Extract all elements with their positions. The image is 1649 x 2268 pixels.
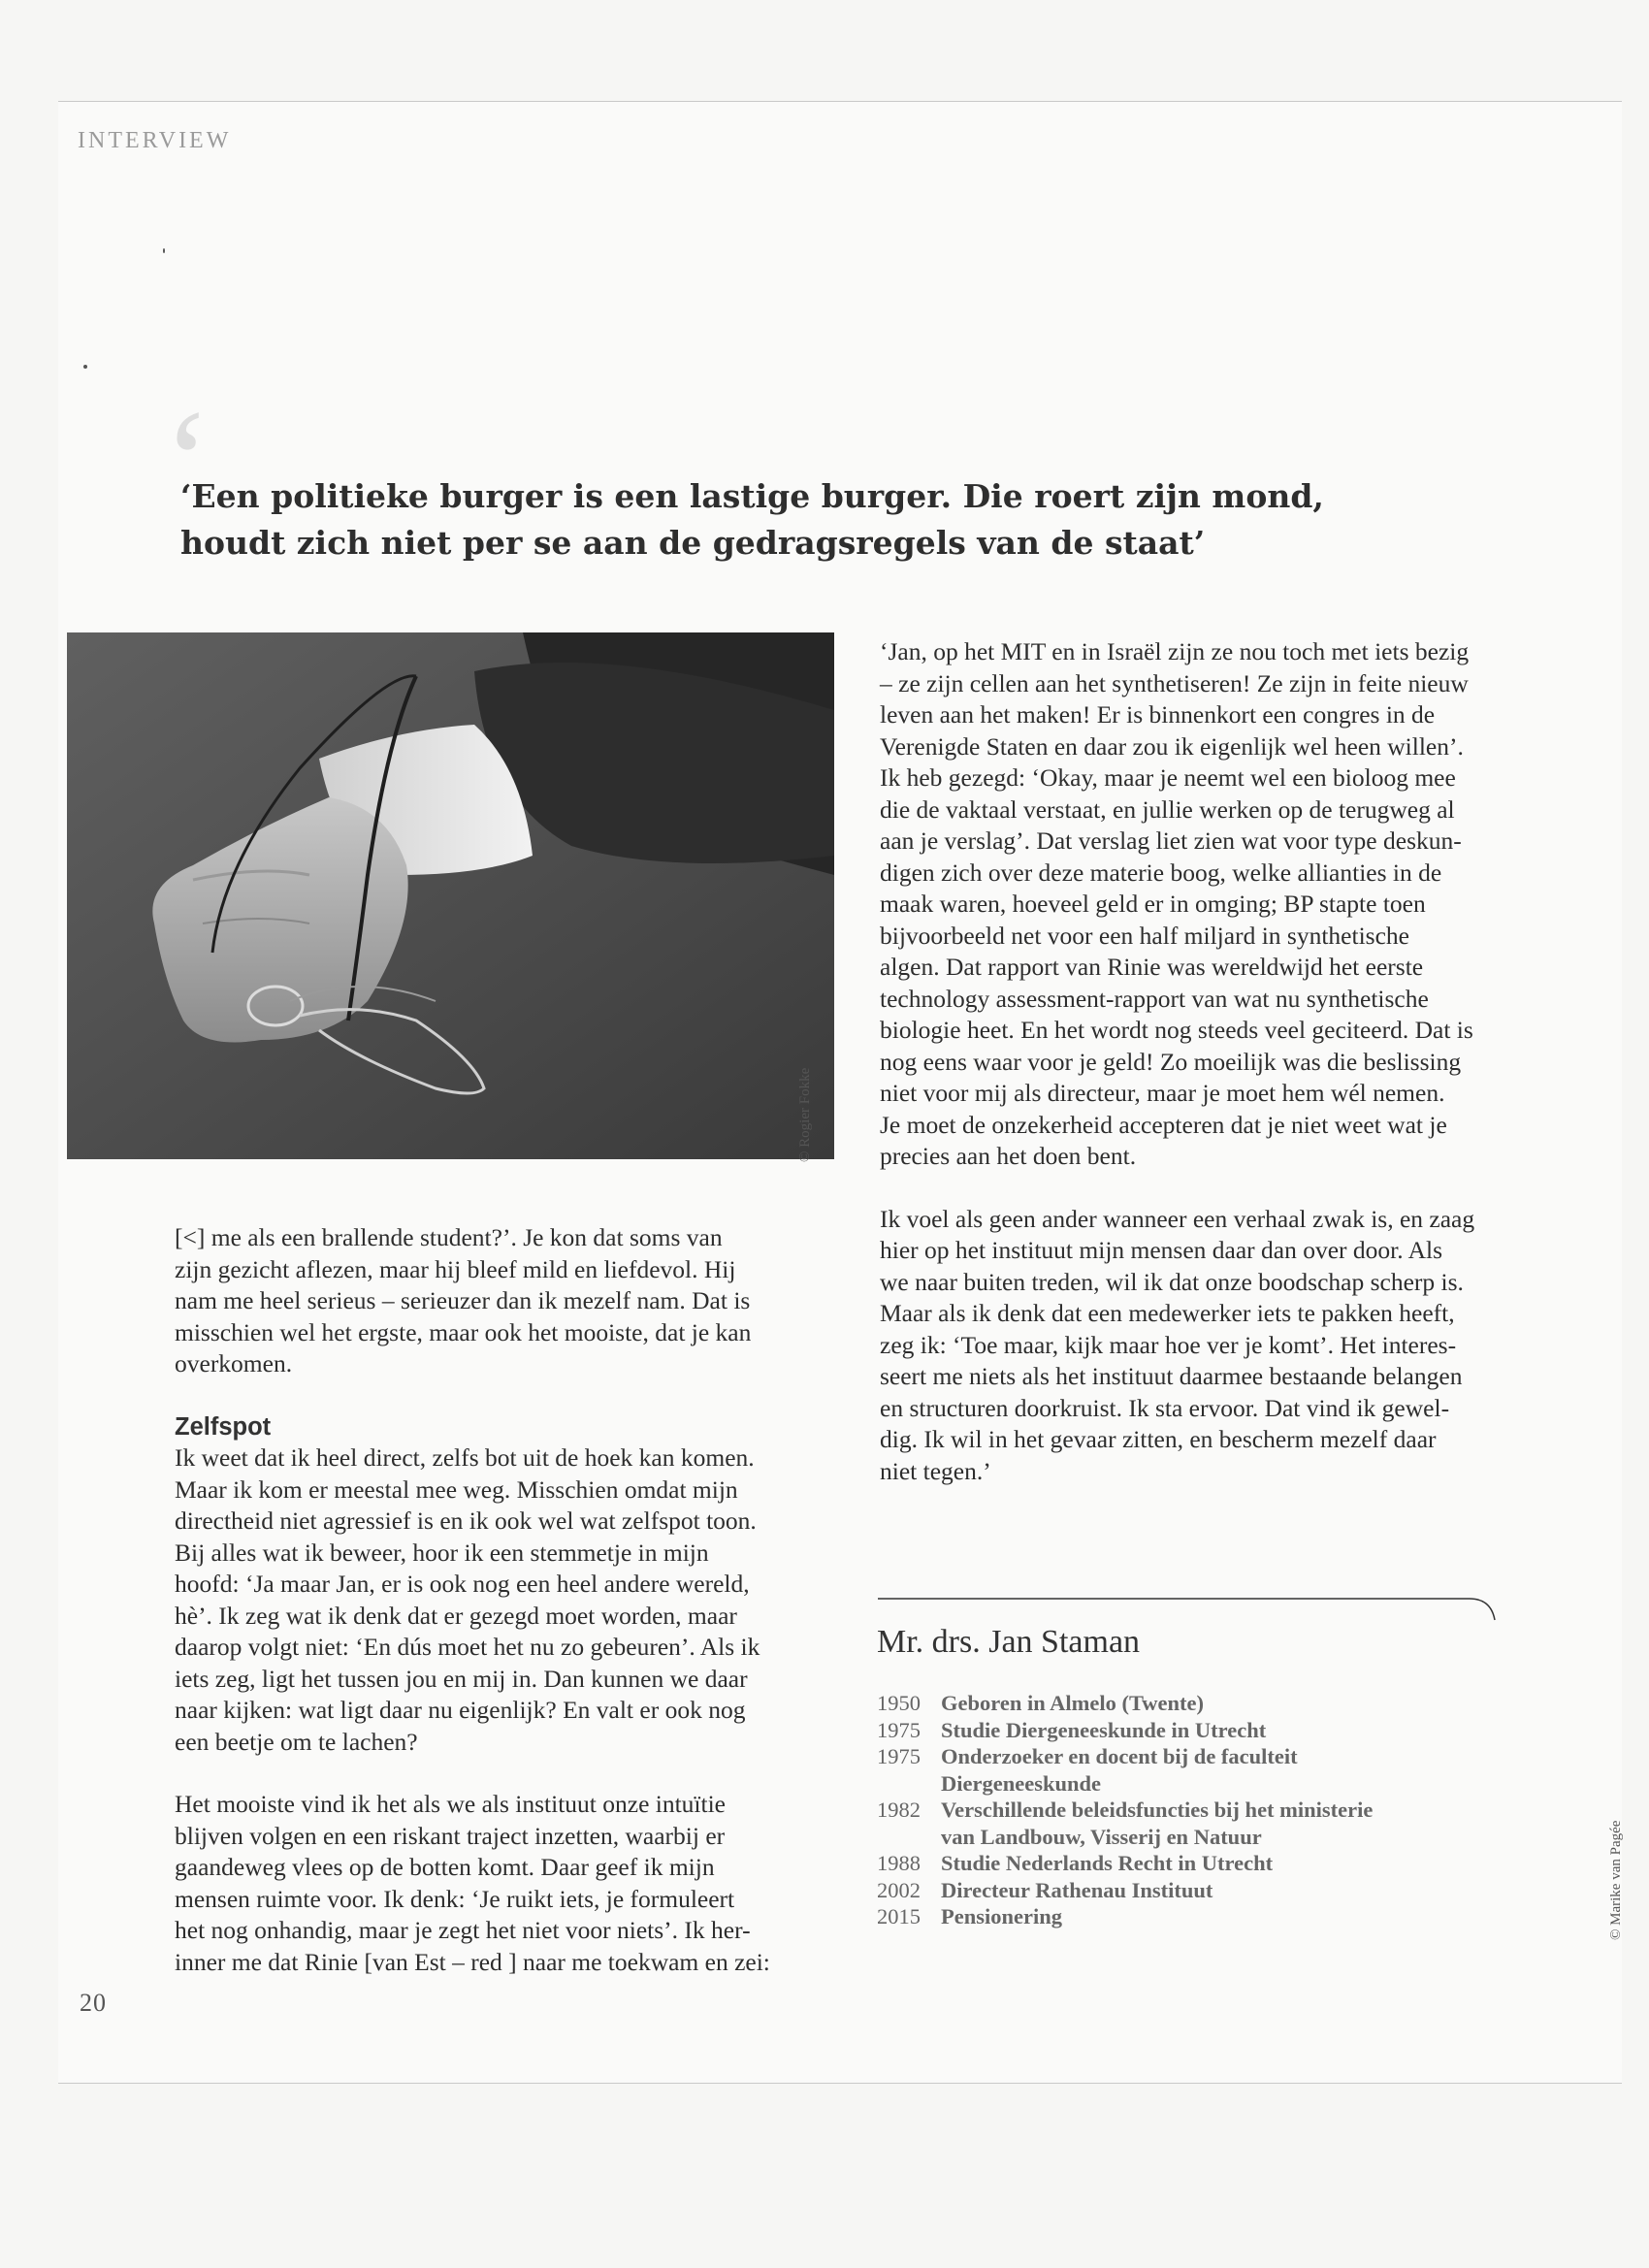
print-speck <box>83 365 87 369</box>
section-label: INTERVIEW <box>78 128 232 153</box>
quote-mark-icon: ‘ <box>163 380 211 541</box>
bio-event: Verschillende beleidsfuncties bij het ministerie van Landbouw, Visserij en Natuur <box>941 1798 1374 1849</box>
bio-event: Studie Nederlands Recht in Utrecht <box>941 1851 1274 1875</box>
bio-year: 1988 <box>877 1851 921 1875</box>
hand-holding-glasses-image <box>67 632 834 1159</box>
bio-entry <box>877 1797 1498 1850</box>
pull-quote: ‘Een politieke burger is een lastige burger. Die roert zijn mond, houdt zich niet per se aan de gedragsregels van de staat’ <box>180 477 1324 562</box>
left-column <box>175 1222 844 2009</box>
bio-name: Mr. drs. Jan Staman <box>877 1624 1141 1660</box>
bio-event: Onderzoeker en docent bij de faculteit Diergeneeskunde <box>941 1744 1298 1796</box>
print-speck <box>163 248 165 253</box>
page-number: 20 <box>80 1989 107 2017</box>
bio-year: 1950 <box>877 1691 921 1715</box>
article-photo <box>67 632 834 1159</box>
paragraph: [<] me als een brallende student?’. Je kon dat soms van zijn gezicht aflezen, maar hij bleef mild en liefdevol. Hij nam me heel serieus – serieuzer dan ik mezelf nam. Dat is misschien wel het ergste, maar ook het mooiste, dat je kan overkomen. <box>175 1223 752 1377</box>
bio-entry <box>877 1850 1498 1877</box>
paragraph: Het mooiste vind ik het als we als instituut onze intuïtie blijven volgen en een riskant traject inzetten, waarbij er gaandeweg vlees op de botten komt. Daar geef ik mijn mensen ruimte voor. Ik denk: ‘Je ruikt iets, je formuleert het nog onhandig, maar je zegt het niet voor niets’. Ik her- inner me dat Rinie [van Est – red ] naar me toekwam en zei: <box>175 1790 770 1976</box>
bio-year: 2002 <box>877 1877 921 1902</box>
right-column <box>880 636 1549 1518</box>
bio-event: Geboren in Almelo (Twente) <box>941 1691 1205 1715</box>
bio-timeline <box>877 1690 1498 1930</box>
subheading: Zelfspot <box>175 1412 272 1441</box>
bio-entry <box>877 1903 1498 1930</box>
bio-year: 1982 <box>877 1798 921 1822</box>
paragraph: Ik weet dat ik heel direct, zelfs bot uit de hoek kan komen. Maar ik kom er meestal mee weg. Misschien omdat mijn directheid niet agressief is en ik ook wel wat zelfspot toon. Bij alles wat ik beweer, hoor ik een stemmetje in mijn hoofd: ‘Ja maar Jan, er is ook nog een heel andere wereld, hè’. Ik zeg wat ik denk dat er gezegd moet worden, maar daarop volgt niet: ‘En dús moet het nu zo gebeuren’. Als ik iets zeg, ligt het tussen jou en mij in. Dan kunnen we daar naar kijken: wat ligt daar nu eigenlijk? En valt er ook nog een beetje om te lachen? <box>175 1443 760 1756</box>
bio-event: Pensionering <box>941 1904 1063 1928</box>
bio-photo-credit: © Marike van Pagée <box>1608 1820 1624 1940</box>
bio-entry <box>877 1877 1498 1904</box>
photo-credit: © Rogier Fokke <box>797 1067 813 1162</box>
bio-event: Directeur Rathenau Instituut <box>941 1877 1213 1902</box>
bio-entry <box>877 1690 1498 1717</box>
bio-year: 1975 <box>877 1744 921 1768</box>
bio-event: Studie Diergeneeskunde in Utrecht <box>941 1717 1267 1742</box>
bio-entry <box>877 1743 1498 1797</box>
bio-year: 1975 <box>877 1717 921 1742</box>
paragraph: Ik voel als geen ander wanneer een verhaal zwak is, en zaag hier op het instituut mijn mensen daar dan over door. Als we naar buiten treden, wil ik dat onze boodschap scherp is. Maar als ik denk dat een medewerker iets te pakken heeft, zeg ik: ‘Toe maar, kijk maar hoe ver je komt’. Het interes- seert me niets als het instituut daarmee bestaande belangen en structuren doorkruist. Ik sta ervoor. Dat vind ik gewel- dig. Ik wil in het gevaar zitten, en bescherm mezelf daar niet tegen.’ <box>880 1204 1475 1485</box>
paragraph: ‘Jan, op het MIT en in Israël zijn ze nou toch met iets bezig – ze zijn cellen aan het synthetiseren! Ze zijn in feite nieuw leven aan het maken! Er is binnenkort een congres in de Verenigde Staten en daar zou ik eigenlijk wel heen willen’. Ik heb gezegd: ‘Okay, maar je neemt wel een bioloog mee die de vaktaal verstaat, en jullie werken op de terugweg al aan je verslag’. Dat verslag liet zien wat voor type deskun- digen zich over deze materie boog, welke allianties in de maak waren, hoeveel geld er in omging; BP stapte toen bijvoorbeeld net voor een half miljard in synthetische algen. Dat rapport van Rinie was wereldwijd het eerste technology assessment-rapport van wat nu synthetische biologie heet. En het wordt nog steeds veel geciteerd. Dat is nog eens waar voor je geld! Zo moeilijk was die beslissing niet voor mij als directeur, maar je moet hem wél nemen. Je moet de onzekerheid accepteren dat je niet weet wat je precies aan het doen bent. <box>880 637 1473 1170</box>
bio-entry <box>877 1717 1498 1744</box>
bio-year: 2015 <box>877 1904 921 1928</box>
